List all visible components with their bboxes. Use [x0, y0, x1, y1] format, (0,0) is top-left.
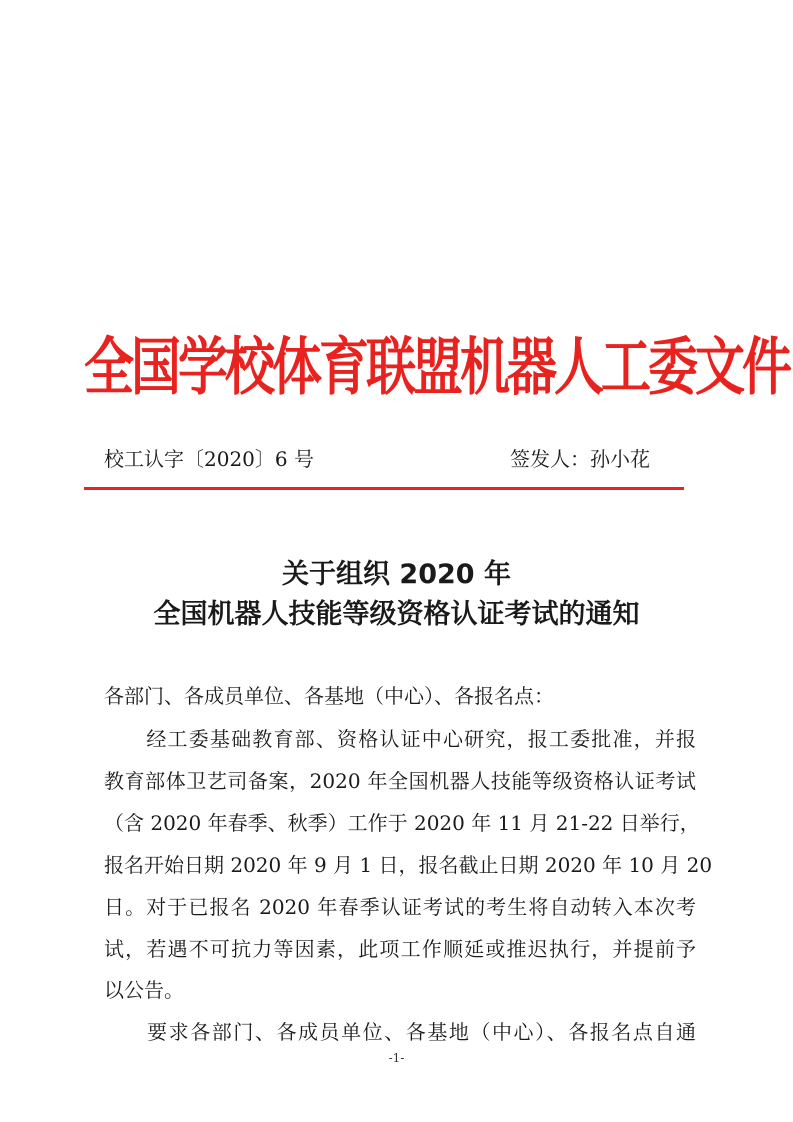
paragraph-line: 教育部体卫艺司备案，2020 年全国机器人技能等级资格认证考试: [104, 769, 696, 793]
masthead-title: 全国学校体育联盟机器人工委文件: [84, 330, 789, 404]
paragraph-line: 要求各部门、各成员单位、各基地（中心）、各报名点自通: [104, 1020, 696, 1044]
document-number: 校工认字〔2020〕6 号: [104, 447, 314, 471]
issuer: 签发人：孙小花: [510, 447, 650, 471]
paragraph-line: 报名开始日期 2020 年 9 月 1 日，报名截止日期 2020 年 10 月 20: [104, 853, 713, 877]
paragraph-line: （含 2020 年春季、秋季）工作于 2020 年 11 月 21-22 日举行，: [104, 811, 700, 835]
paragraph-line: 试，若遇不可抗力等因素，此项工作顺延或推迟执行，并提前予: [104, 937, 696, 961]
red-divider-line: [84, 487, 684, 490]
paragraph-line: 以公告。: [104, 978, 184, 1002]
notice-title-line-2: 全国机器人技能等级资格认证考试的通知: [153, 599, 640, 630]
notice-title-line-1: 关于组织 2020 年: [282, 559, 511, 590]
salutation: 各部门、各成员单位、各基地（中心）、各报名点：: [104, 684, 554, 708]
paragraph-line: 日。对于已报名 2020 年春季认证考试的考生将自动转入本次考: [104, 895, 696, 919]
paragraph-line: 经工委基础教育部、资格认证中心研究，报工委批准，并报: [104, 727, 696, 751]
page-number: -1-: [388, 1051, 405, 1065]
